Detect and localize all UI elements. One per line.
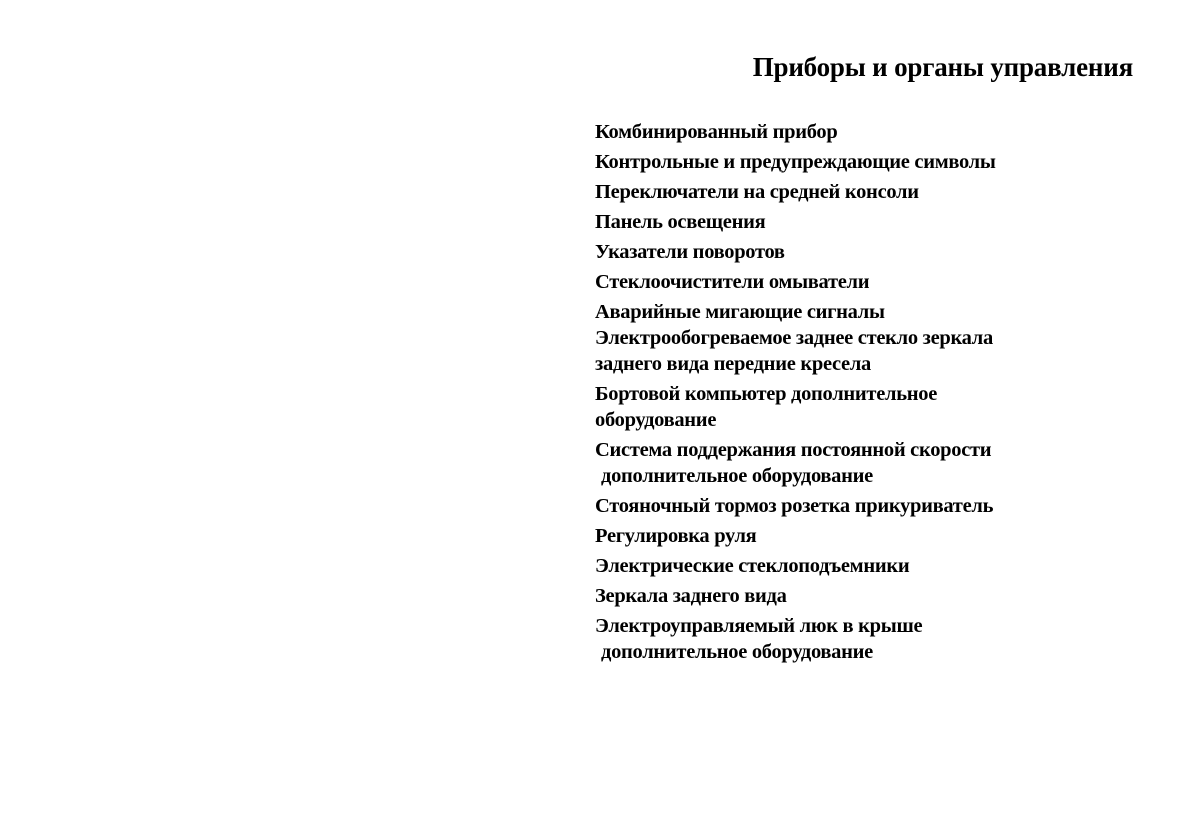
toc-item-label: Переключатели на средней консоли xyxy=(595,181,919,203)
toc-item-label: Указатели поворотов xyxy=(595,241,785,263)
toc-item-label: Система поддержания постоянной скорости xyxy=(595,439,992,461)
toc-item-turn-signals[interactable] xyxy=(595,239,1075,265)
toc-item-heated-rear-window[interactable] xyxy=(595,325,1075,377)
toc-item-label: Аварийные мигающие сигналы xyxy=(595,301,885,323)
page-title: Приборы и органы управления xyxy=(752,52,1133,82)
toc-item-lighting-panel[interactable] xyxy=(595,209,1075,235)
toc-item-label: Контрольные и предупреждающие символы xyxy=(595,151,996,173)
table-of-contents xyxy=(595,119,1075,669)
toc-item-label: Электроуправляемый люк в крыше xyxy=(595,615,923,637)
toc-item-combined-instrument[interactable] xyxy=(595,119,1075,145)
toc-item-trip-computer[interactable] xyxy=(595,381,1075,433)
toc-item-wipers-washers[interactable] xyxy=(595,269,1075,295)
toc-item-steering-adjustment[interactable] xyxy=(595,523,1075,549)
toc-item-label: Комбинированный прибор xyxy=(595,121,838,143)
toc-item-label: дополнительное оборудование xyxy=(601,465,873,487)
toc-item-cruise-control[interactable] xyxy=(595,437,1075,489)
toc-item-label: Электрические стеклоподъемники xyxy=(595,555,910,577)
toc-item-label: оборудование xyxy=(595,409,717,431)
toc-item-label: Регулировка руля xyxy=(595,525,757,547)
toc-item-power-windows[interactable] xyxy=(595,553,1075,579)
toc-item-label: дополнительное оборудование xyxy=(601,641,873,663)
toc-item-parking-brake[interactable] xyxy=(595,493,1075,519)
toc-item-label: Панель освещения xyxy=(595,211,766,233)
toc-item-power-sunroof[interactable] xyxy=(595,613,1075,665)
toc-item-label: Стояночный тормоз розетка прикуриватель xyxy=(595,495,994,517)
toc-item-label: Зеркала заднего вида xyxy=(595,585,787,607)
toc-item-rear-view-mirrors[interactable] xyxy=(595,583,1075,609)
toc-item-hazard-lights[interactable] xyxy=(595,299,1075,325)
toc-item-center-console-switches[interactable] xyxy=(595,179,1075,205)
toc-item-label: Бортовой компьютер дополнительное xyxy=(595,383,938,405)
toc-item-warning-symbols[interactable] xyxy=(595,149,1075,175)
toc-item-label: Стеклоочистители омыватели xyxy=(595,271,870,293)
toc-item-label: заднего вида передние кресела xyxy=(595,353,871,375)
toc-item-label: Электрообогреваемое заднее стекло зеркала xyxy=(595,327,993,349)
